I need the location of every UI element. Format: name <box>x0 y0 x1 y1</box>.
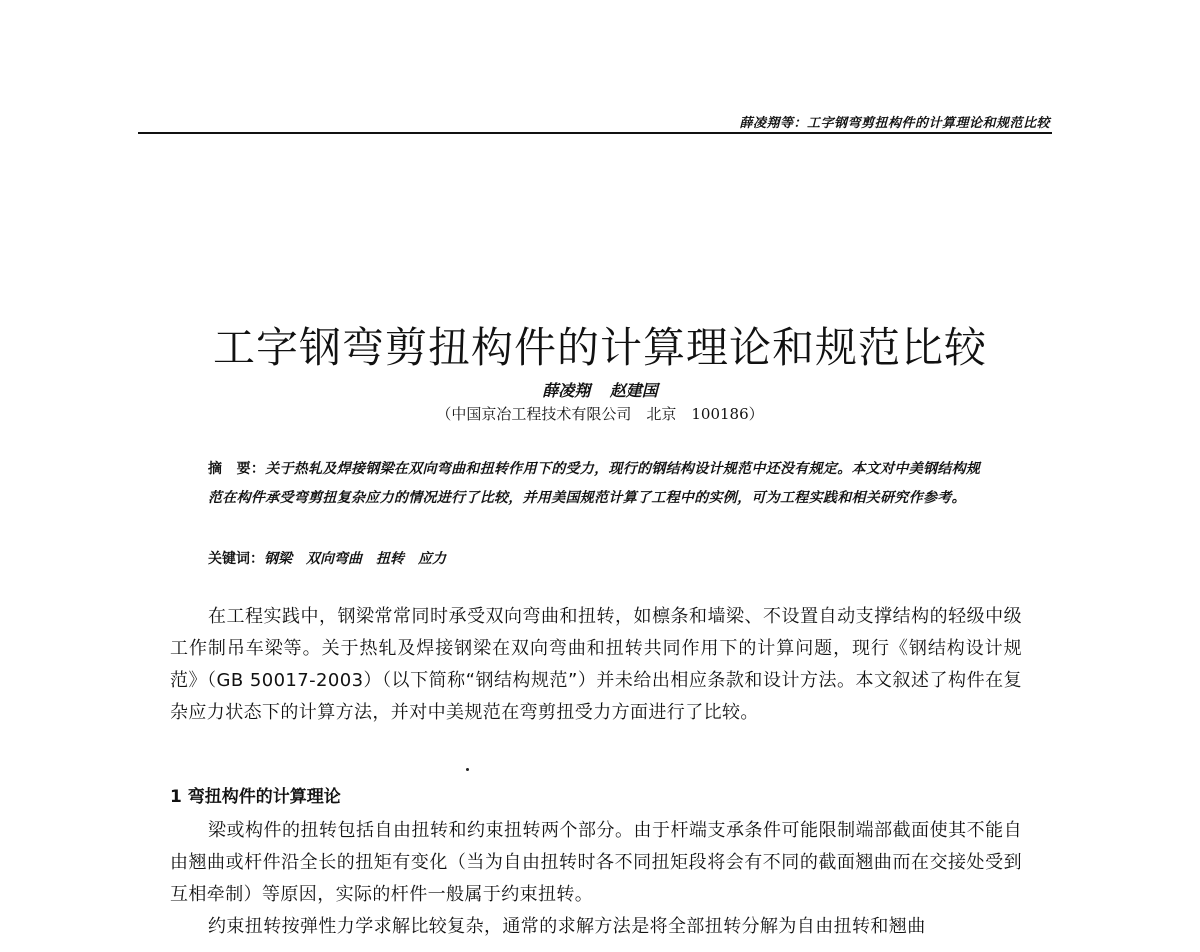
section-paragraph-continued: 约束扭转按弹性力学求解比较复杂，通常的求解方法是将全部扭转分解为自由扭转和翘曲 <box>208 916 926 937</box>
article-title: 工字钢弯剪扭构件的计算理论和规范比较 <box>212 323 987 373</box>
section-paragraph: 梁或构件的扭转包括自由扭转和约束扭转两个部分。由于杆端支承条件可能限制端部截面使其不能自由翘曲或杆件沿全长的扭矩有变化（当为自由扭转时各不同扭矩段将会有不同的截面翘曲而在交接处受到互相牵制）等原因，实际的杆件一般属于约束扭转。 <box>170 820 1022 905</box>
affiliation: （中国京冶工程技术有限公司 北京 100186） <box>436 405 764 423</box>
keywords-text: 钢梁 双向弯曲 扭转 应力 <box>264 551 446 567</box>
stray-dot <box>466 768 469 771</box>
section-heading: 1 弯扭构件的计算理论 <box>170 787 341 807</box>
abstract-label: 摘 要： <box>208 461 266 477</box>
keywords-label: 关键词： <box>208 551 264 567</box>
keywords <box>208 548 446 568</box>
abstract <box>208 455 988 513</box>
intro-paragraph: 在工程实践中，钢梁常常同时承受双向弯曲和扭转，如檩条和墙梁、不设置自动支撑结构的轻级中级工作制吊车梁等。关于热轧及焊接钢梁在双向弯曲和扭转共同作用下的计算问题，现行《钢结构设计规范》（GB 50017-2003）（以下简称“钢结构规范”）并未给出相应条款和设计方法。本文叙述了构件在复杂应力状态下的计算方法，并对中美规范在弯剪扭受力方面进行了比较。 <box>170 606 1022 723</box>
header-rule <box>138 132 1052 134</box>
authors: 薛凌翔 赵建国 <box>542 381 658 400</box>
running-header: 薛凌翔等：工字钢弯剪扭构件的计算理论和规范比较 <box>739 116 1050 131</box>
abstract-text: 关于热轧及焊接钢梁在双向弯曲和扭转作用下的受力，现行的钢结构设计规范中还没有规定。本文对中美钢结构规范在构件承受弯剪扭复杂应力的情况进行了比较，并用美国规范计算了工程中的实例，可为工程实践和相关研究作参考。 <box>208 461 981 506</box>
